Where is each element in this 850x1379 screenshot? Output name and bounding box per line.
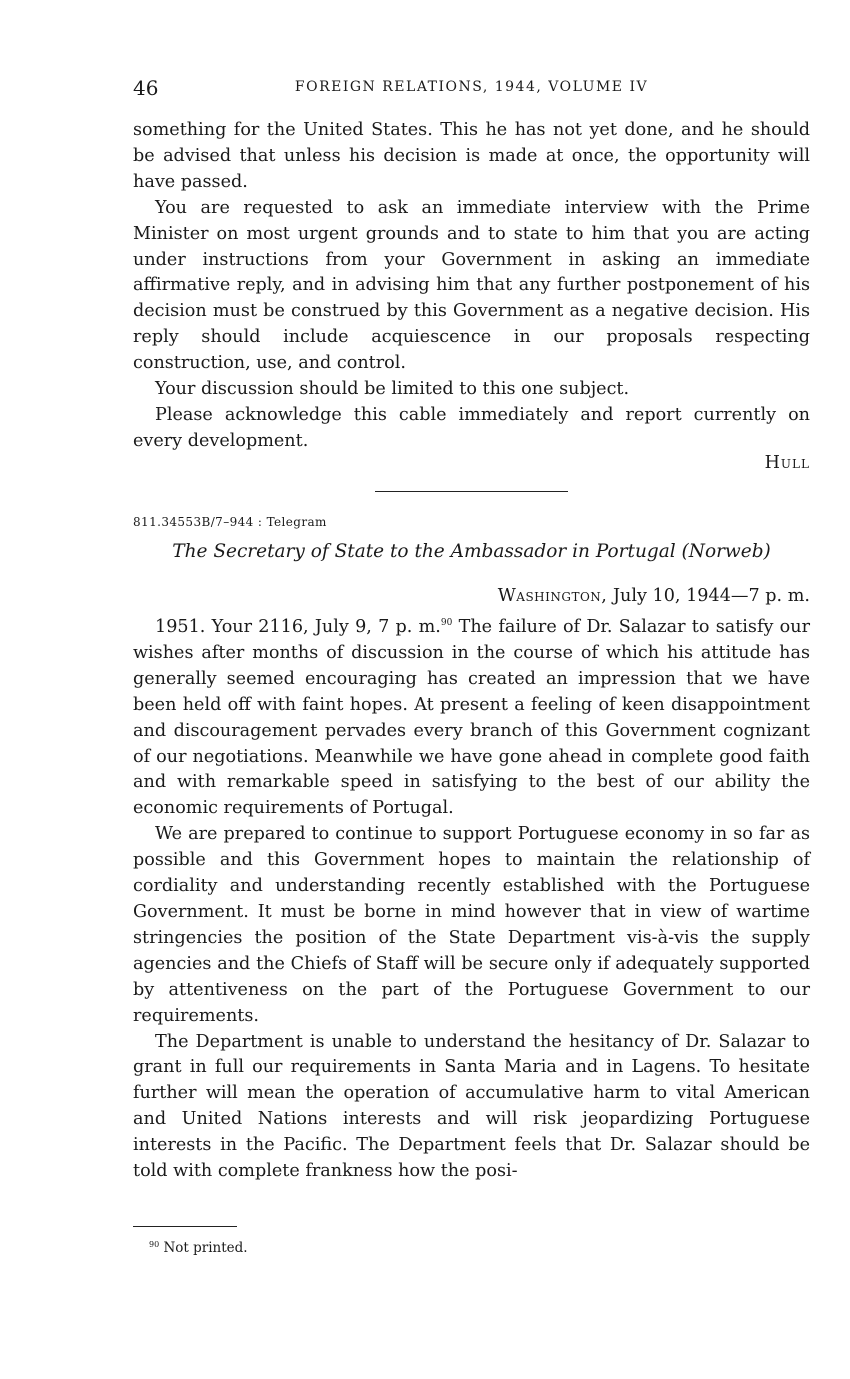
paragraph: You are requested to ask an immediate interview with the Prime Minister on most urgent grounds and to state to him that you are acting under instructions from your Government in asking an immediate affirmative reply, and in advising him that any further postponement of his decision must be construed by this Government as a negative decision. His reply should include acquiescence in our proposals respecting construction, use, and control. [133,197,810,374]
footnote-ref: 90 [440,618,453,628]
section-divider [375,491,568,492]
paragraph: Please acknowledge this cable immediately and report currently on every development. [133,404,810,451]
paragraph-rest: The failure of Dr. Salazar to satisfy our wishes after months of discussion in the course of which his attitude has generally seemed encouraging has created an impression that we have been held off with faint hopes. At present a feeling of keen disappointment and discouragement pervades every branch of this Government cognizant of our negotiations. Meanwhile we have gone ahead in complete good faith and with remarkable speed in satisfying to the best of our ability the economic requirements of Portugal. [133,617,810,819]
paragraph: The Department is unable to understand the hesitancy of Dr. Salazar to grant in full our requirements in Santa Maria and in Lagens. To hesitate further will mean the operation of accumulative harm to vital American and United Nations interests and will risk jeopardizing Portuguese interests in the Pacific. The Department feels that Dr. Salazar should be told with complete frankness how the posi- [133,1031,810,1182]
dateline-date: July 10, 1944—7 p. m. [607,586,810,606]
cable-body-continued [133,118,810,455]
paragraph: We are prepared to continue to support Portuguese economy in so far as possible and this Government hopes to maintain the relationship of cordiality and understanding recently established with the Portuguese Government. It must be borne in mind however that in view of wartime stringencies the position of the State Department vis-à-vis the supply agencies and the Chiefs of Staff will be secure only if adequately supported by attentiveness on the part of the Portuguese Government to our requirements. [133,824,810,1026]
paragraph: Your discussion should be limited to this one subject. [155,379,630,400]
dateline-place: Washington, [497,586,608,606]
running-head: FOREIGN RELATIONS, 1944, VOLUME IV [294,79,649,95]
telegram-body [133,615,810,1185]
footnote-marker: 90 [149,1240,160,1249]
footnote [149,1240,248,1256]
page-header [133,76,810,100]
footnote-divider [133,1226,237,1227]
page-number: 46 [133,76,159,100]
footnote-text: Not printed. [159,1240,248,1256]
paragraph-start: 1951. Your 2116, July 9, 7 p. m. [155,617,441,637]
paragraph [133,615,810,822]
paragraph: something for the United States. This he has not yet done, and he should be advised that unless his decision is made at once, the opportunity will have passed. [133,120,810,192]
document-title: The Secretary of State to the Ambassador in Portugal (Norweb) [172,541,771,562]
file-reference: 811.34553B/7–944 : Telegram [133,515,327,529]
signature: Hull [764,453,810,473]
dateline [498,586,810,606]
